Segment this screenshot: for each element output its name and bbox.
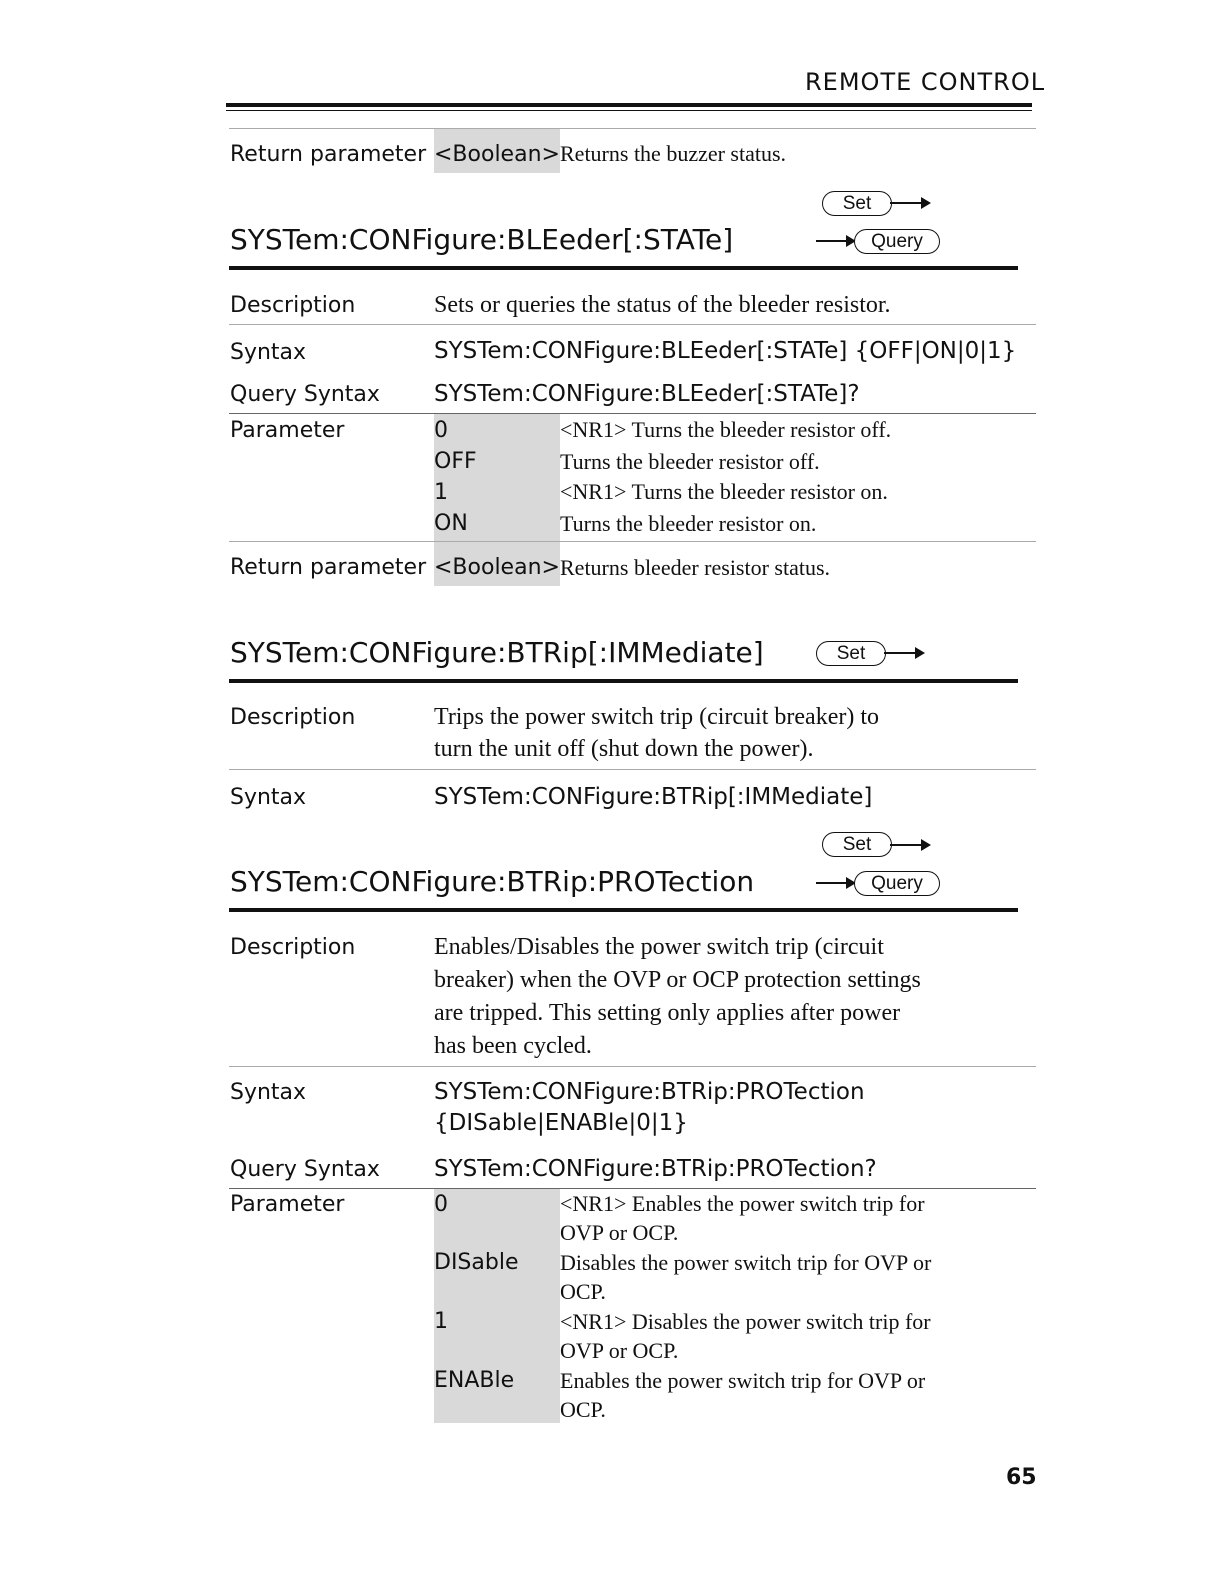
parameter-label: Parameter <box>230 1192 345 1217</box>
set-arrow <box>890 844 922 846</box>
param-key: ENABle <box>434 1368 515 1393</box>
query-arrow <box>816 882 850 884</box>
return-desc: Returns bleeder resistor status. <box>560 555 831 580</box>
row-divider <box>229 413 1036 414</box>
row-divider <box>229 128 1036 129</box>
param-desc: <NR1> Turns the bleeder resistor off. <box>560 417 892 442</box>
set-badge: Set <box>822 832 892 857</box>
set-arrow <box>890 202 922 204</box>
param-desc: OVP or OCP. <box>560 1338 679 1363</box>
command-title: SYSTem:CONFigure:BLEeder[:STATe] <box>230 223 734 256</box>
param-desc: <NR1> Turns the bleeder resistor on. <box>560 479 888 504</box>
syntax-text: SYSTem:CONFigure:BTRip[:IMMediate] <box>434 784 873 810</box>
description-text: has been cycled. <box>434 1033 592 1059</box>
description-text: Sets or queries the status of the bleeder resistor. <box>434 292 891 318</box>
param-desc: <NR1> Enables the power switch trip for <box>560 1191 925 1216</box>
param-desc: Enables the power switch trip for OVP or <box>560 1368 926 1393</box>
command-rule <box>229 679 1018 683</box>
header-rule-thick <box>226 103 1032 107</box>
set-badge: Set <box>822 191 892 216</box>
set-badge: Set <box>816 641 886 666</box>
command-title: SYSTem:CONFigure:BTRip[:IMMediate] <box>230 636 764 669</box>
param-key: ON <box>434 511 468 536</box>
query-syntax-text: SYSTem:CONFigure:BLEeder[:STATe]? <box>434 381 860 407</box>
param-desc: Turns the bleeder resistor on. <box>560 511 817 536</box>
description-label: Description <box>230 705 356 730</box>
param-key: 0 <box>434 418 448 443</box>
query-badge: Query <box>854 229 940 254</box>
row-divider <box>229 769 1036 770</box>
syntax-text: SYSTem:CONFigure:BTRip:PROTection <box>434 1079 865 1105</box>
query-syntax-text: SYSTem:CONFigure:BTRip:PROTection? <box>434 1156 877 1182</box>
param-desc: OVP or OCP. <box>560 1220 679 1245</box>
buzzer-return-type: <Boolean> <box>434 142 560 167</box>
syntax-label: Syntax <box>230 1080 307 1105</box>
return-type: <Boolean> <box>434 555 560 580</box>
description-text: are tripped. This setting only applies after power <box>434 1000 901 1026</box>
param-desc: OCP. <box>560 1397 606 1422</box>
set-arrow <box>884 652 916 654</box>
row-divider <box>229 541 1036 542</box>
running-header: REMOTE CONTROL <box>805 68 1046 96</box>
param-desc: <NR1> Disables the power switch trip for <box>560 1309 931 1334</box>
description-text: turn the unit off (shut down the power). <box>434 736 814 762</box>
row-divider <box>229 324 1036 325</box>
param-key: 1 <box>434 1309 448 1334</box>
buzzer-return-label: Return parameter <box>230 142 427 167</box>
set-arrow-head <box>921 839 931 851</box>
description-text: breaker) when the OVP or OCP protection settings <box>434 967 921 993</box>
command-rule <box>229 908 1018 912</box>
syntax-text: SYSTem:CONFigure:BLEeder[:STATe] {OFF|ON|0|1} <box>434 338 1017 364</box>
query-syntax-label: Query Syntax <box>230 1157 380 1182</box>
query-syntax-label: Query Syntax <box>230 382 380 407</box>
return-label: Return parameter <box>230 555 427 580</box>
row-divider <box>229 1066 1036 1067</box>
syntax-label: Syntax <box>230 785 307 810</box>
description-text: Trips the power switch trip (circuit breaker) to <box>434 704 879 730</box>
set-arrow-head <box>915 647 925 659</box>
param-key: 0 <box>434 1192 448 1217</box>
set-arrow-head <box>921 197 931 209</box>
header-rule-thin <box>226 110 1032 111</box>
param-desc: OCP. <box>560 1279 606 1304</box>
param-key: DISable <box>434 1250 519 1275</box>
param-desc: Turns the bleeder resistor off. <box>560 449 820 474</box>
buzzer-return-desc: Returns the buzzer status. <box>560 141 787 166</box>
parameter-label: Parameter <box>230 418 345 443</box>
query-badge: Query <box>854 871 940 896</box>
command-rule <box>229 266 1018 270</box>
param-key: 1 <box>434 480 448 505</box>
syntax-text: {DISable|ENABle|0|1} <box>434 1110 688 1136</box>
syntax-label: Syntax <box>230 340 307 365</box>
page-number: 65 <box>1006 1465 1037 1490</box>
query-arrow <box>816 240 850 242</box>
description-label: Description <box>230 293 356 318</box>
description-label: Description <box>230 935 356 960</box>
command-title: SYSTem:CONFigure:BTRip:PROTection <box>230 865 755 898</box>
param-desc: Disables the power switch trip for OVP or <box>560 1250 932 1275</box>
description-text: Enables/Disables the power switch trip (circuit <box>434 934 884 960</box>
param-key: OFF <box>434 449 477 474</box>
